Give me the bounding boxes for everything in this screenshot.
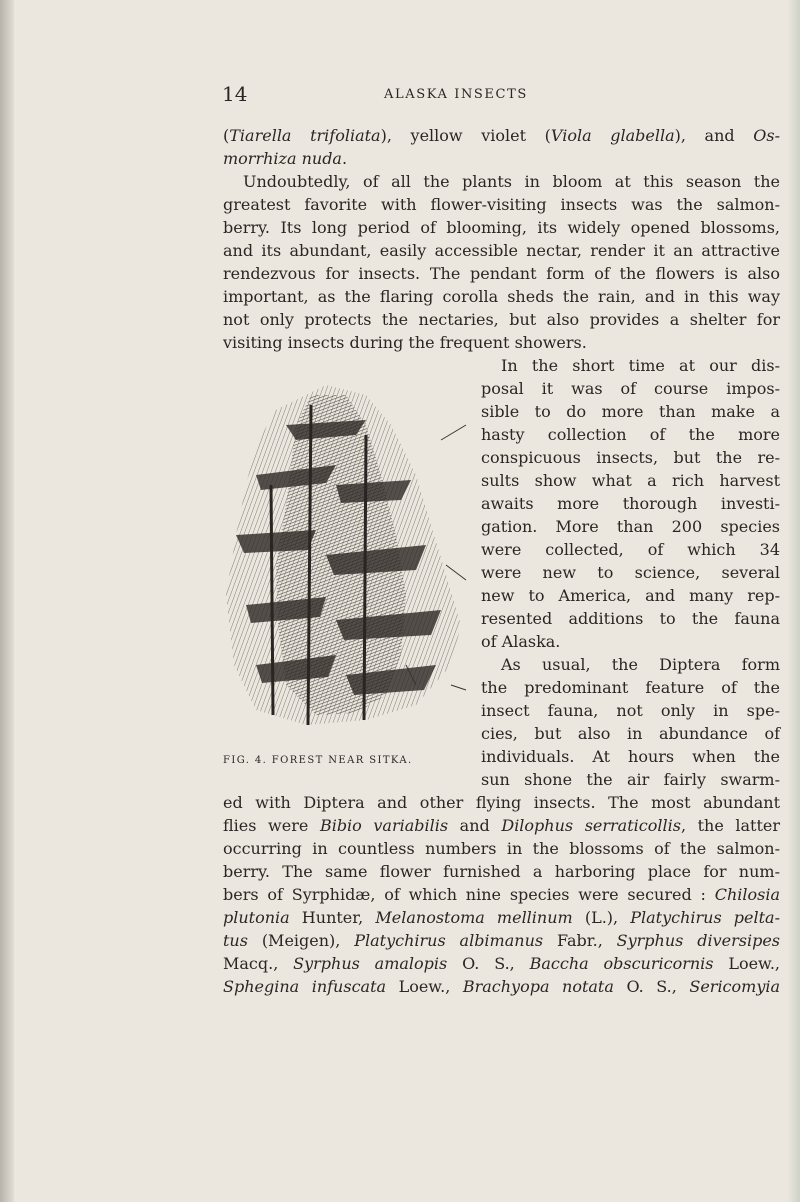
- text-line: Undoubtedly, of all the plants in bloom at this season the: [243, 172, 780, 191]
- text-line: hasty collection of the more: [481, 425, 780, 444]
- text-line: awaits more thorough investi-: [481, 494, 780, 513]
- text-line: the predominant feature of the: [481, 678, 780, 697]
- running-head: ALASKA INSECTS: [384, 87, 528, 102]
- figure-caption: FIG. 4. FOREST NEAR SITKA.: [223, 755, 413, 766]
- text-line: important, as the flaring corolla sheds the rain, and in this way: [223, 287, 780, 306]
- text-line: gation. More than 200 species: [481, 517, 780, 536]
- text-line: In the short time at our dis-: [501, 356, 780, 375]
- text-line: sun shone the air fairly swarm-: [481, 770, 780, 789]
- text-line: occurring in countless numbers in the blossoms of the salmon-: [223, 839, 780, 858]
- text-line: individuals. At hours when the: [481, 747, 780, 766]
- text-line: sults show what a rich harvest: [481, 471, 780, 490]
- text-line: flies were Bibio variabilis and Dilophus serraticollis, the latter: [223, 816, 781, 835]
- text-line: conspicuous insects, but the re-: [481, 448, 780, 467]
- text-line: plutonia Hunter, Melanostoma mellinum (L.), Platychirus pelta-: [223, 908, 780, 927]
- text-line: insect fauna, not only in spe-: [481, 701, 780, 720]
- text-line: Sphegina infuscata Loew., Brachyopa notata O. S., Sericomyia: [223, 977, 781, 996]
- text-line: greatest favorite with flower-visiting insects was the salmon-: [223, 195, 780, 214]
- text-line: Macq., Syrphus amalopis O. S., Baccha obscuricornis Loew.,: [223, 954, 781, 973]
- text-line: were collected, of which 34: [481, 540, 780, 559]
- text-line: cies, but also in abundance of: [481, 724, 780, 743]
- page-edge-shadow-right: [788, 0, 800, 1202]
- text-line: (Tiarella trifoliata), yellow violet (Viola glabella), and Os-: [223, 126, 781, 145]
- text-line: ed with Diptera and other flying insects. The most abundant: [223, 793, 780, 812]
- text-line: tus (Meigen), Platychirus albimanus Fabr., Syrphus diversipes: [223, 931, 780, 950]
- page-edge-shadow: [0, 0, 14, 1202]
- text-line: of Alaska.: [481, 632, 561, 651]
- text-line: rendezvous for insects. The pendant form of the flowers is also: [223, 264, 780, 283]
- text-line: not only protects the nectaries, but also provides a shelter for: [223, 310, 780, 329]
- forest-illustration: [216, 365, 470, 745]
- text-line: resented additions to the fauna: [481, 609, 780, 628]
- text-line: new to America, and many rep-: [481, 586, 780, 605]
- page-number: 14: [222, 82, 248, 106]
- text-line: morrhiza nuda.: [223, 149, 348, 168]
- text-line: As usual, the Diptera form: [501, 655, 780, 674]
- text-line: and its abundant, easily accessible nectar, render it an attractive: [223, 241, 780, 260]
- text-line: berry. The same flower furnished a harboring place for num-: [223, 862, 780, 881]
- text-line: were new to science, several: [481, 563, 780, 582]
- text-line: sible to do more than make a: [481, 402, 780, 421]
- text-line: berry. Its long period of blooming, its widely opened blossoms,: [223, 218, 780, 237]
- text-line: visiting insects during the frequent showers.: [223, 333, 587, 352]
- text-line: posal it was of course impos-: [481, 379, 780, 398]
- text-line: bers of Syrphidæ, of which nine species were secured : Chilosia: [223, 885, 780, 904]
